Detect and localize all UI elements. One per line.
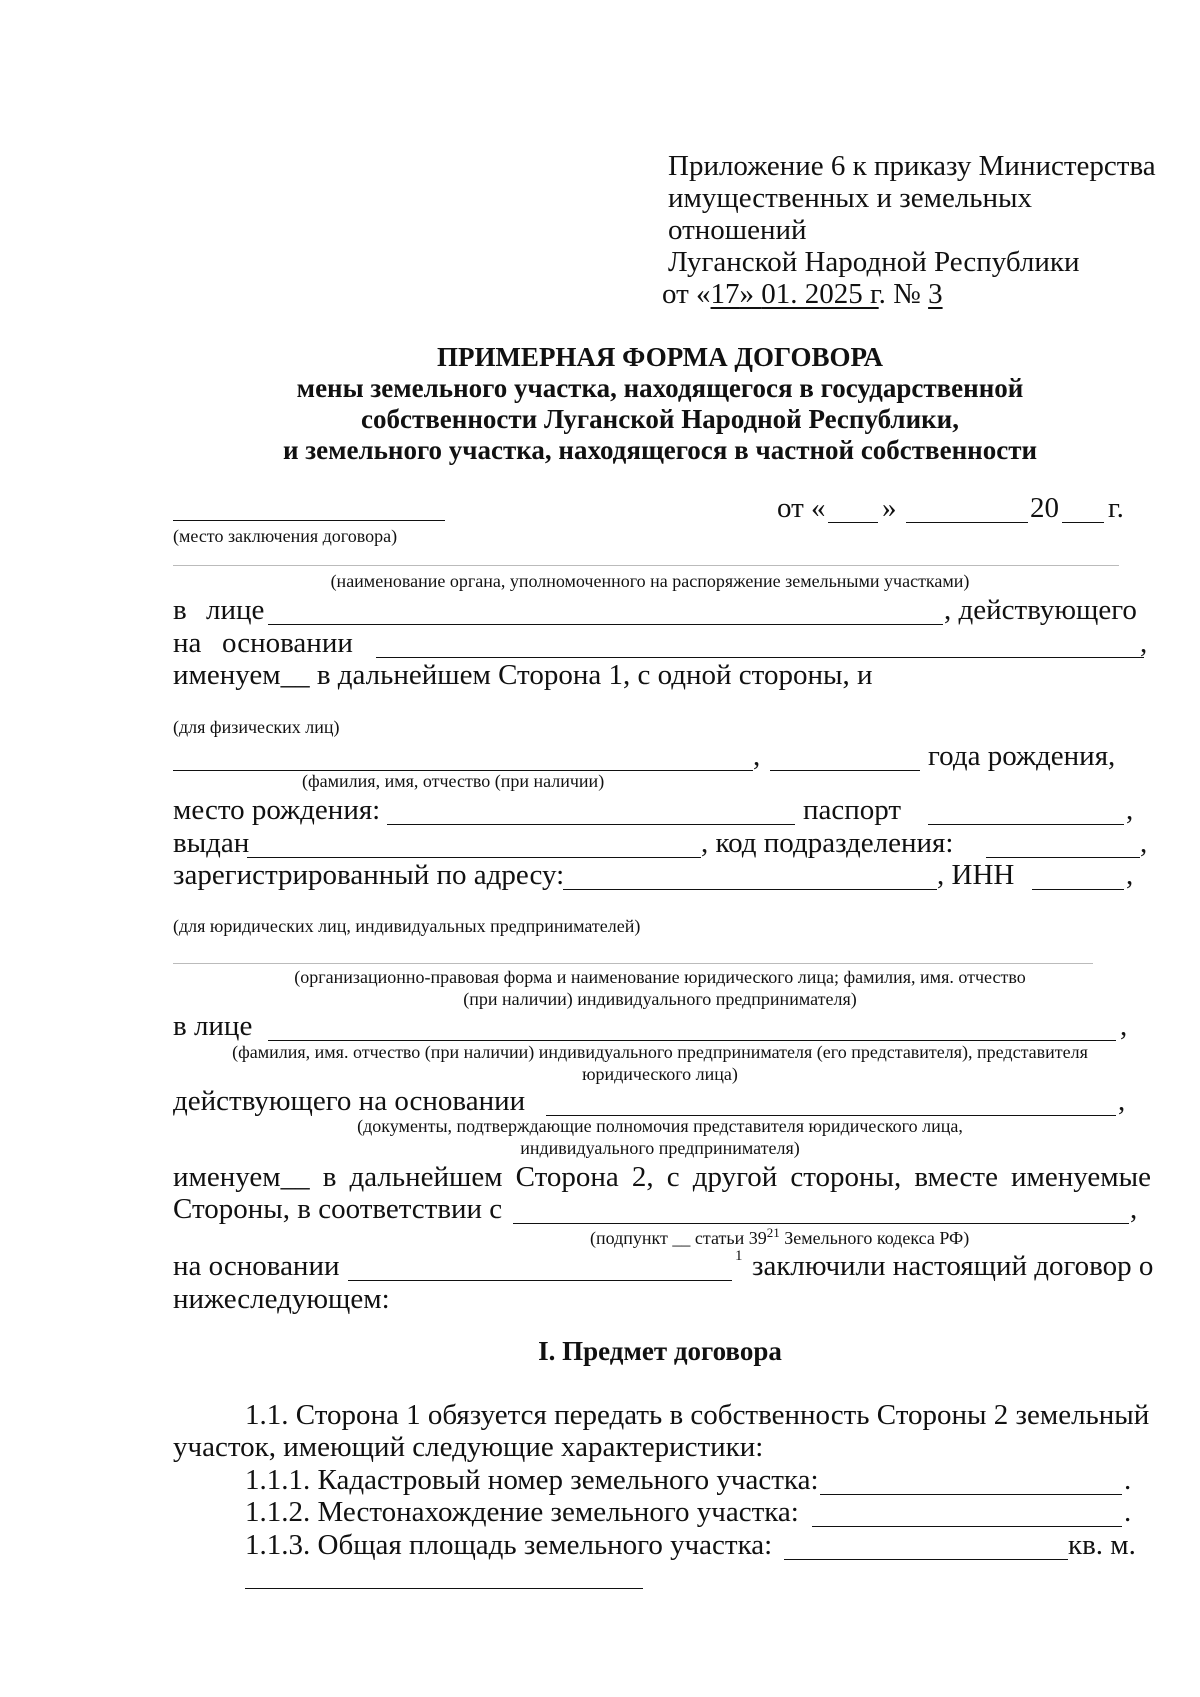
section-1-title: I. Предмет договора bbox=[538, 1336, 782, 1366]
inn-label: , ИНН bbox=[937, 859, 1015, 891]
place-blank[interactable] bbox=[173, 520, 445, 521]
order-day: 17 bbox=[710, 278, 740, 310]
date-day-blank[interactable] bbox=[828, 522, 878, 523]
na-label: на bbox=[173, 627, 202, 659]
party1-named: именуем__ в дальнейшем Сторона 1, с одной стороны, и bbox=[173, 659, 873, 691]
docs-caption-1: (документы, подтверждающие полномочия представителя юридического лица, bbox=[357, 1116, 963, 1136]
on-basis-label: на основании bbox=[173, 1250, 340, 1282]
appendix-line-2: имущественных и земельных bbox=[668, 182, 1033, 214]
concluded-label: заключили настоящий договор о bbox=[752, 1250, 1154, 1282]
acting-label: , действующего bbox=[944, 594, 1137, 626]
v-label: в bbox=[173, 594, 187, 626]
location-blank[interactable] bbox=[812, 1526, 1122, 1527]
org-caption-1: (организационно-правовая форма и наименование юридического лица; фамилия, имя. отчество bbox=[294, 967, 1026, 987]
legal-rep-comma: , bbox=[1120, 1010, 1128, 1042]
order-date-line: от «17» 01. 2025 г. № 3 bbox=[662, 278, 943, 310]
title-subline-3: и земельного участка, находящегося в частной собственности bbox=[282, 435, 1038, 465]
basis-comma: , bbox=[1140, 627, 1148, 659]
accordance-blank[interactable] bbox=[513, 1223, 1129, 1224]
appendix-line-1: Приложение 6 к приказу Министерства bbox=[668, 150, 1156, 182]
individuals-caption: (для физических лиц) bbox=[173, 717, 340, 737]
appendix-line-4: Луганской Народной Республики bbox=[668, 246, 1080, 278]
code-label: , код подразделения: bbox=[701, 827, 954, 859]
clause-1-1-2-label: 1.1.2. Местонахождение земельного участка: bbox=[245, 1496, 799, 1528]
birthplace-label: место рождения: bbox=[173, 794, 381, 826]
date-month-blank[interactable] bbox=[906, 522, 1028, 523]
acting-basis-comma: , bbox=[1118, 1085, 1126, 1117]
issued-label: выдан bbox=[173, 827, 250, 859]
title-subline-1: мены земельного участка, находящегося в государственной bbox=[296, 373, 1024, 403]
area-blank[interactable] bbox=[784, 1559, 1068, 1560]
clause-1-1-3-label: 1.1.3. Общая площадь земельного участка: bbox=[245, 1529, 773, 1561]
following-label: нижеследующем: bbox=[173, 1283, 390, 1315]
clause-1-1-1-dot: . bbox=[1124, 1464, 1132, 1496]
representative-blank[interactable] bbox=[268, 624, 943, 625]
rep-caption-2: юридического лица) bbox=[582, 1064, 738, 1084]
organ-name-blank[interactable] bbox=[173, 565, 1119, 566]
legal-v-lice: в лице bbox=[173, 1010, 253, 1042]
birthplace-blank[interactable] bbox=[387, 824, 795, 825]
inn-comma: , bbox=[1126, 859, 1134, 891]
clause-1-1-2-dot: . bbox=[1124, 1496, 1132, 1528]
org-caption-2: (при наличии) индивидуального предпринимателя) bbox=[463, 989, 857, 1009]
acting-basis-label: действующего на основании bbox=[173, 1085, 526, 1117]
title-subline-2: собственности Луганской Народной Республики, bbox=[360, 404, 959, 434]
order-number: 3 bbox=[928, 278, 943, 310]
docs-caption-2: индивидуального предпринимателя) bbox=[520, 1138, 800, 1158]
order-date: 01. 2025 г bbox=[761, 278, 879, 310]
inn-blank[interactable] bbox=[1032, 889, 1124, 890]
basis-blank[interactable] bbox=[376, 657, 1144, 658]
accordance-comma: , bbox=[1130, 1193, 1138, 1225]
birth-year-blank[interactable] bbox=[770, 770, 920, 771]
footnote-mark: 1 bbox=[735, 1248, 743, 1264]
rep-caption-1: (фамилия, имя. отчество (при наличии) индивидуального предпринимателя (его представителя), представителя bbox=[232, 1042, 1088, 1062]
address-label: зарегистрированный по адресу: bbox=[173, 859, 565, 891]
year-suffix: г. bbox=[1108, 492, 1124, 524]
article-caption: (подпункт __ статьи $39^{21}$ Земельного кодекса РФ) bbox=[590, 1225, 970, 1248]
lice-label: лице bbox=[206, 594, 265, 626]
footnote-separator bbox=[245, 1588, 643, 1589]
document-title: ПРИМЕРНАЯ ФОРМА ДОГОВОРА bbox=[436, 342, 884, 372]
clause-1-1-line-2: участок, имеющий следующие характеристики: bbox=[173, 1431, 764, 1463]
osnovanii-label: основании bbox=[222, 627, 353, 659]
year-prefix: 20 bbox=[1030, 492, 1059, 524]
clause-1-1-line-1: 1.1. Сторона 1 обязуется передать в собственность Стороны 2 земельный bbox=[245, 1399, 1150, 1431]
cadastral-number-blank[interactable] bbox=[820, 1494, 1122, 1495]
fio-comma: , bbox=[753, 740, 761, 772]
clause-1-1-1-label: 1.1.1. Кадастровый номер земельного участка: bbox=[245, 1464, 819, 1496]
code-blank[interactable] bbox=[986, 857, 1140, 858]
fio-caption: (фамилия, имя, отчество (при наличии) bbox=[302, 771, 605, 791]
birth-year-label: года рождения, bbox=[928, 740, 1116, 772]
org-name-blank[interactable] bbox=[173, 963, 1093, 964]
on-basis-blank[interactable] bbox=[348, 1280, 732, 1281]
accordance-label: Стороны, в соответствии с bbox=[173, 1193, 503, 1225]
date-quote-close: » bbox=[882, 492, 897, 524]
legal-representative-blank[interactable] bbox=[268, 1040, 1116, 1041]
appendix-line-3: отношений bbox=[668, 214, 807, 246]
passport-comma: , bbox=[1126, 794, 1134, 826]
address-blank[interactable] bbox=[563, 889, 937, 890]
issued-blank[interactable] bbox=[247, 857, 701, 858]
legal-caption: (для юридических лиц, индивидуальных предпринимателей) bbox=[173, 916, 641, 936]
year-blank[interactable] bbox=[1062, 522, 1104, 523]
code-comma: , bbox=[1140, 827, 1148, 859]
passport-label: паспорт bbox=[803, 794, 902, 826]
date-from-label: от « bbox=[777, 492, 826, 524]
area-unit: кв. м. bbox=[1068, 1529, 1136, 1561]
place-caption: (место заключения договора) bbox=[173, 526, 398, 546]
organ-caption: (наименование органа, уполномоченного на распоряжение земельными участками) bbox=[330, 571, 970, 591]
passport-blank[interactable] bbox=[928, 824, 1124, 825]
party2-named: именуем__ в дальнейшем Сторона 2, с другой стороны, вместе именуемые bbox=[173, 1161, 1151, 1193]
